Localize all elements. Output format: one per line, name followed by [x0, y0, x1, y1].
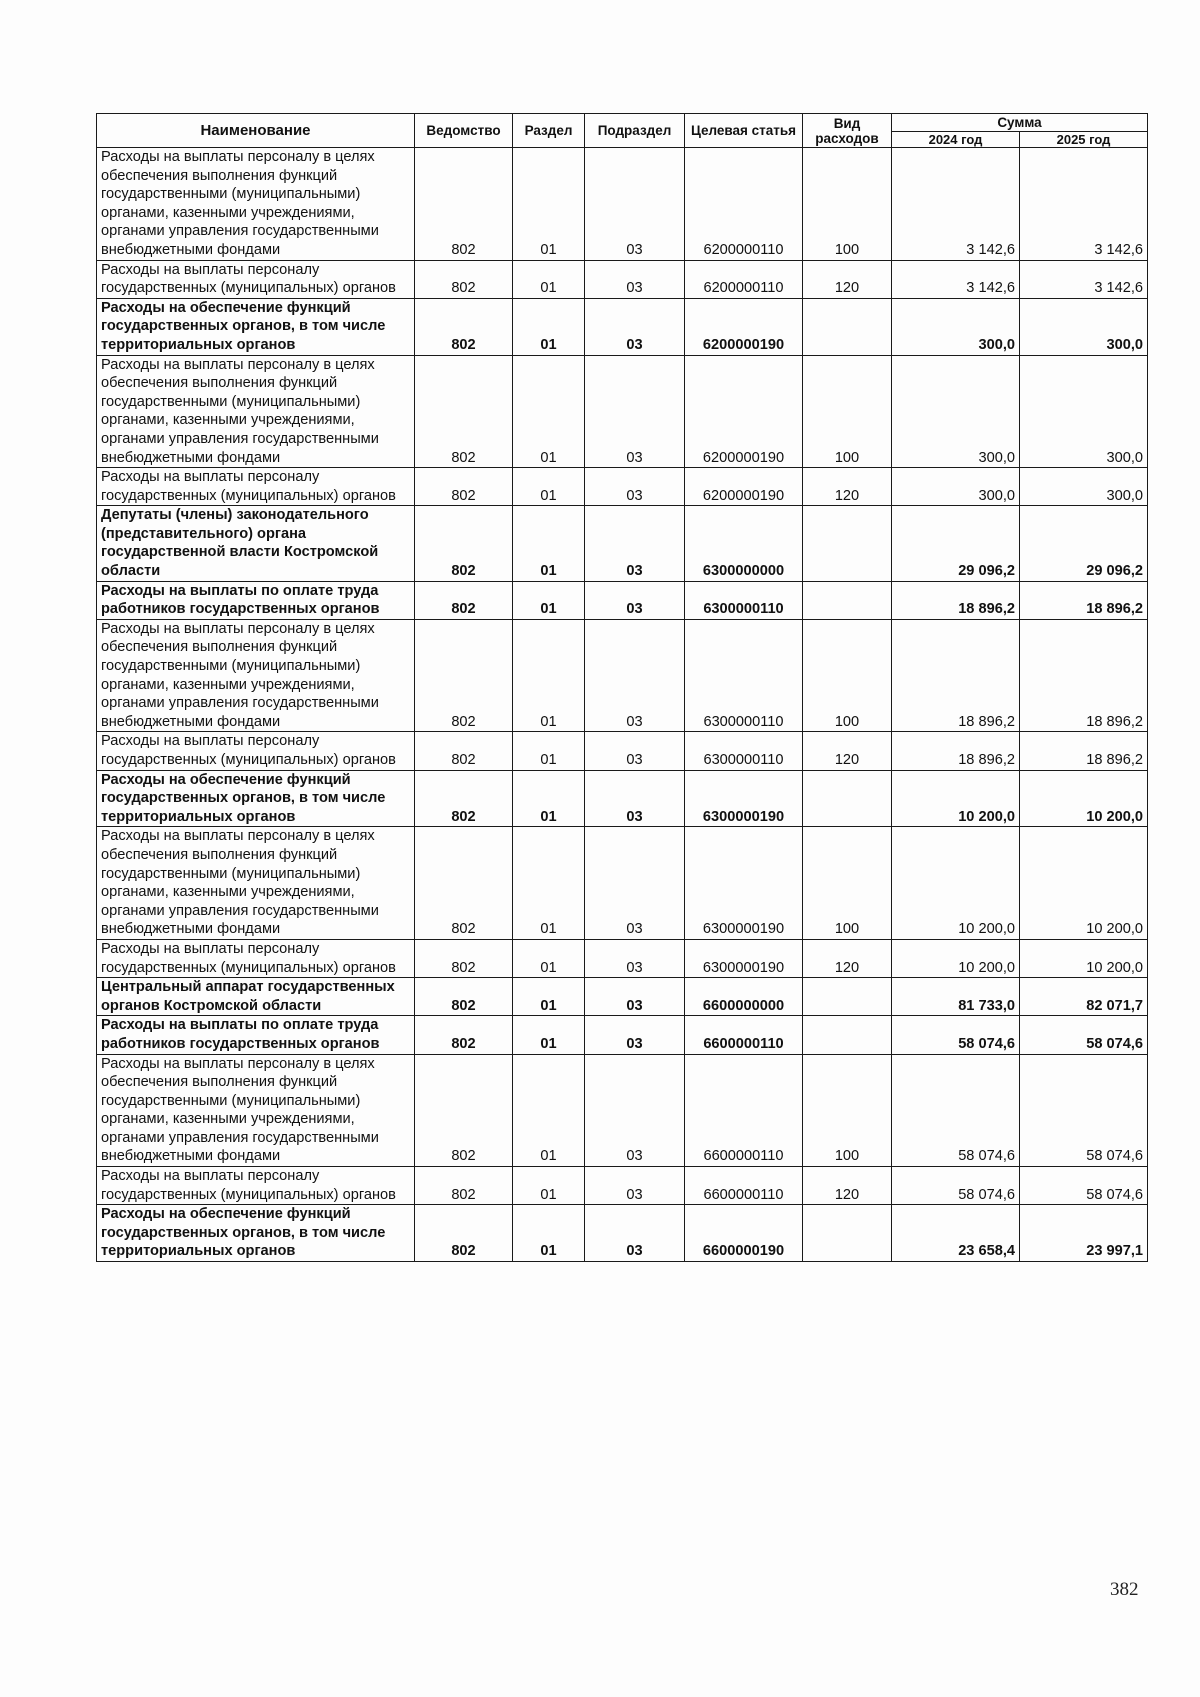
row-2024: 18 896,2	[892, 581, 1020, 619]
row-2024: 81 733,0	[892, 978, 1020, 1016]
row-exptype	[803, 581, 892, 619]
row-target: 6300000110	[685, 619, 803, 732]
row-2025: 18 896,2	[1020, 732, 1148, 770]
row-section: 01	[513, 260, 585, 298]
row-subsection: 03	[585, 148, 685, 261]
row-target: 6600000110	[685, 1167, 803, 1205]
row-name: Расходы на выплаты персоналу в целях обеспечения выполнения функций государственными (муниципальными) органами, казенными учреждениями, органами управления государственными внебюджетными фондами	[97, 355, 415, 468]
row-dept: 802	[415, 1167, 513, 1205]
row-section: 01	[513, 1205, 585, 1262]
row-2024: 3 142,6	[892, 148, 1020, 261]
row-target: 6300000190	[685, 939, 803, 977]
row-2025: 58 074,6	[1020, 1167, 1148, 1205]
row-2025: 23 997,1	[1020, 1205, 1148, 1262]
row-2024: 10 200,0	[892, 939, 1020, 977]
row-name: Расходы на обеспечение функций государственных органов, в том числе территориальных органов	[97, 1205, 415, 1262]
row-section: 01	[513, 581, 585, 619]
row-2024: 3 142,6	[892, 260, 1020, 298]
row-dept: 802	[415, 1205, 513, 1262]
table-row	[97, 581, 1148, 619]
table-row	[97, 939, 1148, 977]
row-2024: 10 200,0	[892, 827, 1020, 940]
row-name: Расходы на обеспечение функций государственных органов, в том числе территориальных органов	[97, 298, 415, 355]
row-dept: 802	[415, 939, 513, 977]
row-2025: 58 074,6	[1020, 1016, 1148, 1054]
row-target: 6300000000	[685, 506, 803, 581]
row-dept: 802	[415, 732, 513, 770]
row-2024: 10 200,0	[892, 770, 1020, 827]
table-row	[97, 148, 1148, 261]
row-dept: 802	[415, 260, 513, 298]
row-2025: 300,0	[1020, 298, 1148, 355]
row-section: 01	[513, 355, 585, 468]
table-row	[97, 619, 1148, 732]
row-dept: 802	[415, 148, 513, 261]
row-2024: 300,0	[892, 298, 1020, 355]
row-target: 6600000110	[685, 1016, 803, 1054]
row-2025: 18 896,2	[1020, 581, 1148, 619]
row-exptype: 120	[803, 939, 892, 977]
row-name: Расходы на выплаты по оплате труда работников государственных органов	[97, 581, 415, 619]
row-dept: 802	[415, 355, 513, 468]
row-name: Расходы на выплаты персоналу государственных (муниципальных) органов	[97, 260, 415, 298]
row-section: 01	[513, 827, 585, 940]
row-2025: 3 142,6	[1020, 148, 1148, 261]
row-subsection: 03	[585, 732, 685, 770]
row-name: Расходы на выплаты персоналу в целях обеспечения выполнения функций государственными (муниципальными) органами, казенными учреждениями, органами управления государственными внебюджетными фондами	[97, 148, 415, 261]
row-exptype: 100	[803, 619, 892, 732]
row-section: 01	[513, 298, 585, 355]
table-row	[97, 1016, 1148, 1054]
row-section: 01	[513, 1016, 585, 1054]
table-row	[97, 1205, 1148, 1262]
row-subsection: 03	[585, 939, 685, 977]
row-2025: 300,0	[1020, 355, 1148, 468]
table-row	[97, 770, 1148, 827]
table-row	[97, 260, 1148, 298]
row-target: 6200000110	[685, 148, 803, 261]
row-name: Расходы на выплаты по оплате труда работников государственных органов	[97, 1016, 415, 1054]
row-name: Расходы на выплаты персоналу государственных (муниципальных) органов	[97, 732, 415, 770]
row-exptype	[803, 978, 892, 1016]
row-exptype: 100	[803, 148, 892, 261]
row-dept: 802	[415, 827, 513, 940]
row-2025: 10 200,0	[1020, 939, 1148, 977]
row-subsection: 03	[585, 1054, 685, 1167]
header-target: Целевая статья	[685, 114, 803, 148]
row-2025: 300,0	[1020, 468, 1148, 506]
row-subsection: 03	[585, 619, 685, 732]
header-subsection: Подраздел	[585, 114, 685, 148]
row-subsection: 03	[585, 770, 685, 827]
row-exptype: 100	[803, 827, 892, 940]
header-exptype: Вид расходов	[803, 114, 892, 148]
row-section: 01	[513, 619, 585, 732]
table-row	[97, 1167, 1148, 1205]
row-name: Расходы на выплаты персоналу в целях обеспечения выполнения функций государственными (муниципальными) органами, казенными учреждениями, органами управления государственными внебюджетными фондами	[97, 1054, 415, 1167]
row-section: 01	[513, 148, 585, 261]
row-name: Расходы на выплаты персоналу государственных (муниципальных) органов	[97, 939, 415, 977]
table-row	[97, 732, 1148, 770]
budget-table	[96, 113, 1148, 1262]
header-dept: Ведомство	[415, 114, 513, 148]
row-dept: 802	[415, 468, 513, 506]
row-target: 6200000190	[685, 355, 803, 468]
row-exptype	[803, 506, 892, 581]
row-2024: 18 896,2	[892, 732, 1020, 770]
table-row	[97, 827, 1148, 940]
page-number: 382	[1110, 1579, 1139, 1600]
row-target: 6300000110	[685, 732, 803, 770]
table-row	[97, 1054, 1148, 1167]
row-target: 6300000190	[685, 827, 803, 940]
row-name: Депутаты (члены) законодательного (представительного) органа государственной власти Костромской области	[97, 506, 415, 581]
row-exptype: 120	[803, 260, 892, 298]
row-dept: 802	[415, 770, 513, 827]
row-target: 6300000110	[685, 581, 803, 619]
row-subsection: 03	[585, 1016, 685, 1054]
row-2024: 29 096,2	[892, 506, 1020, 581]
table-header	[97, 114, 1148, 148]
row-target: 6200000110	[685, 260, 803, 298]
row-exptype	[803, 770, 892, 827]
row-subsection: 03	[585, 506, 685, 581]
row-dept: 802	[415, 978, 513, 1016]
table-row	[97, 298, 1148, 355]
row-name: Расходы на выплаты персоналу в целях обеспечения выполнения функций государственными (муниципальными) органами, казенными учреждениями, органами управления государственными внебюджетными фондами	[97, 827, 415, 940]
row-exptype	[803, 1016, 892, 1054]
row-section: 01	[513, 1054, 585, 1167]
row-2025: 3 142,6	[1020, 260, 1148, 298]
row-exptype	[803, 1205, 892, 1262]
table-body	[97, 148, 1148, 1262]
header-2024: 2024 год	[892, 132, 1020, 148]
row-section: 01	[513, 468, 585, 506]
row-2025: 18 896,2	[1020, 619, 1148, 732]
row-subsection: 03	[585, 1205, 685, 1262]
row-subsection: 03	[585, 298, 685, 355]
row-name: Расходы на выплаты персоналу государственных (муниципальных) органов	[97, 1167, 415, 1205]
row-subsection: 03	[585, 1167, 685, 1205]
row-subsection: 03	[585, 355, 685, 468]
row-exptype: 120	[803, 732, 892, 770]
row-2025: 29 096,2	[1020, 506, 1148, 581]
row-target: 6300000190	[685, 770, 803, 827]
row-target: 6600000000	[685, 978, 803, 1016]
row-2024: 300,0	[892, 468, 1020, 506]
row-section: 01	[513, 732, 585, 770]
row-dept: 802	[415, 298, 513, 355]
row-section: 01	[513, 506, 585, 581]
header-section: Раздел	[513, 114, 585, 148]
row-subsection: 03	[585, 468, 685, 506]
table-row	[97, 978, 1148, 1016]
row-exptype: 120	[803, 1167, 892, 1205]
row-2024: 300,0	[892, 355, 1020, 468]
row-target: 6600000190	[685, 1205, 803, 1262]
row-target: 6200000190	[685, 468, 803, 506]
row-2025: 58 074,6	[1020, 1054, 1148, 1167]
row-target: 6200000190	[685, 298, 803, 355]
row-subsection: 03	[585, 581, 685, 619]
row-2024: 58 074,6	[892, 1167, 1020, 1205]
row-section: 01	[513, 939, 585, 977]
row-2024: 23 658,4	[892, 1205, 1020, 1262]
row-dept: 802	[415, 619, 513, 732]
row-2025: 10 200,0	[1020, 827, 1148, 940]
header-name: Наименование	[97, 114, 415, 148]
row-dept: 802	[415, 1054, 513, 1167]
row-section: 01	[513, 770, 585, 827]
row-exptype: 120	[803, 468, 892, 506]
row-subsection: 03	[585, 978, 685, 1016]
row-exptype	[803, 298, 892, 355]
row-exptype: 100	[803, 1054, 892, 1167]
row-name: Расходы на выплаты персоналу государственных (муниципальных) органов	[97, 468, 415, 506]
row-2024: 58 074,6	[892, 1054, 1020, 1167]
row-section: 01	[513, 978, 585, 1016]
row-exptype: 100	[803, 355, 892, 468]
row-2024: 58 074,6	[892, 1016, 1020, 1054]
table-row	[97, 506, 1148, 581]
row-dept: 802	[415, 506, 513, 581]
row-2025: 10 200,0	[1020, 770, 1148, 827]
table-row	[97, 355, 1148, 468]
row-name: Расходы на выплаты персоналу в целях обеспечения выполнения функций государственными (муниципальными) органами, казенными учреждениями, органами управления государственными внебюджетными фондами	[97, 619, 415, 732]
row-section: 01	[513, 1167, 585, 1205]
row-dept: 802	[415, 1016, 513, 1054]
header-2025: 2025 год	[1020, 132, 1148, 148]
row-subsection: 03	[585, 827, 685, 940]
row-name: Расходы на обеспечение функций государственных органов, в том числе территориальных органов	[97, 770, 415, 827]
row-subsection: 03	[585, 260, 685, 298]
table-row	[97, 468, 1148, 506]
row-target: 6600000110	[685, 1054, 803, 1167]
row-name: Центральный аппарат государственных органов Костромской области	[97, 978, 415, 1016]
row-2025: 82 071,7	[1020, 978, 1148, 1016]
header-sum: Сумма	[892, 114, 1148, 132]
row-2024: 18 896,2	[892, 619, 1020, 732]
row-dept: 802	[415, 581, 513, 619]
